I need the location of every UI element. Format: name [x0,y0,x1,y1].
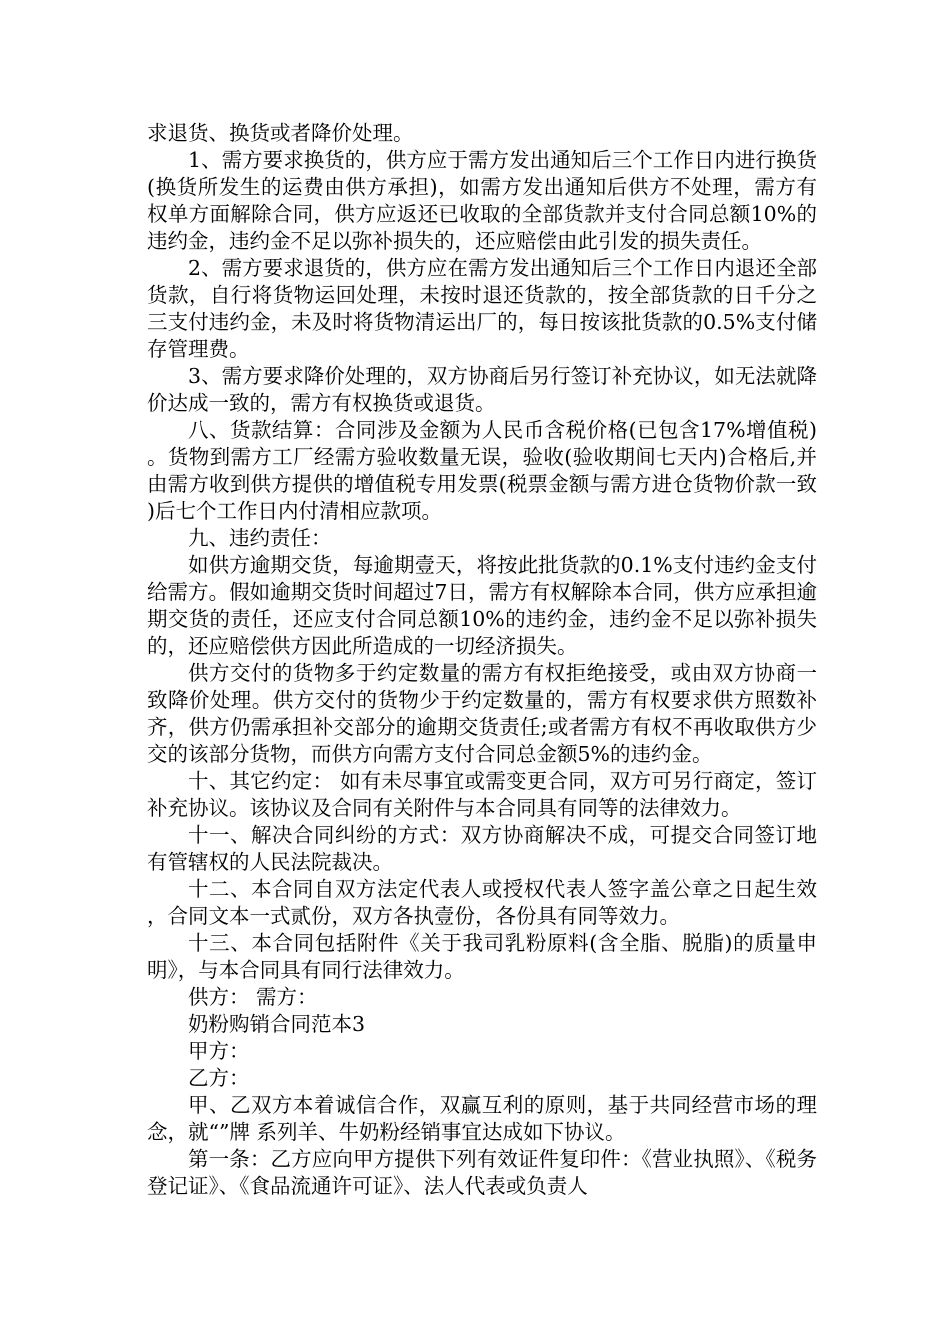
paragraph-payment-settlement: 八、货款结算：合同涉及金额为人民币含税价格(已包含17%增值税)。货物到需方工厂经需方验收数量无误，验收(验收期间七天内)合格后,并由需方收到供方提供的增值税专用发票(税票金额与需方进仓货物价款一致)后七个工作日内付清相应款项。 [147,418,817,523]
paragraph-quantity-mismatch: 供方交付的货物多于约定数量的需方有权拒绝接受，或由双方协商一致降价处理。供方交付的货物少于约定数量的，需方有权要求供方照数补齐，供方仍需承担补交部分的逾期交货责任;或者需方有权不再收取供方少交的该部分货物，而供方向需方支付合同总金额5%的违约金。 [147,661,817,766]
paragraph-other-agreements: 十、其它约定： 如有未尽事宜或需变更合同，双方可另行商定，签订补充协议。该协议及合同有关附件与本合同具有同等的法律效力。 [147,769,817,820]
signature-parties-line: 供方： 需方： [188,985,318,1009]
paragraph-price-reduction-clause: 3、需方要求降价处理的，双方协商后另行签订补充协议，如无法就降价达成一致的，需方有权换货或退货。 [147,364,817,415]
party-b-line: 乙方： [188,1066,250,1090]
paragraph-attachment: 十三、本合同包括附件《关于我司乳粉原料(含全脂、脱脂)的质量申明》，与本合同具有同行法律效力。 [147,931,817,982]
paragraph-dispute-resolution: 十一、解决合同纠纷的方式：双方协商解决不成，可提交合同签订地有管辖权的人民法院裁决。 [147,823,817,874]
paragraph-effectiveness: 十二、本合同自双方法定代表人或授权代表人签字盖公章之日起生效，合同文本一式贰份，双方各执壹份，各份具有同等效力。 [147,877,817,928]
party-a-line: 甲方： [188,1039,250,1063]
paragraph-article-one: 第一条：乙方应向甲方提供下列有效证件复印件：《营业执照》、《税务登记证》、《食品流通许可证》、法人代表或负责人 [147,1147,817,1198]
heading-breach-liability: 九、违约责任： [188,526,332,550]
paragraph-late-delivery: 如供方逾期交货，每逾期壹天，将按此批货款的0.1%支付违约金支付给需方。假如逾期交货时间超过7日，需方有权解除本合同，供方应承担逾期交货的责任，还应支付合同总额10%的违约金，违约金不足以弥补损失的，还应赔偿供方因此所造成的一切经济损失。 [147,553,817,658]
paragraph-return-clause: 2、需方要求退货的，供方应在需方发出通知后三个工作日内退还全部货款，自行将货物运回处理，未按时退还货款的，按全部货款的日千分之三支付违约金，未及时将货物清运出厂的，每日按该批货款的0.5%支付储存管理费。 [147,256,817,361]
contract-text [147,120,817,1200]
paragraph-preamble: 甲、乙双方本着诚信合作，双赢互利的原则，基于共同经营市场的理念，就“”牌 系列羊、牛奶粉经销事宜达成如下协议。 [147,1093,817,1144]
contract-template-title: 奶粉购销合同范本3 [188,1012,366,1036]
paragraph-exchange-clause: 1、需方要求换货的，供方应于需方发出通知后三个工作日内进行换货(换货所发生的运费由供方承担)，如需方发出通知后供方不处理，需方有权单方面解除合同，供方应返还已收取的全部货款并支付合同总额10%的违约金，违约金不足以弥补损失的，还应赔偿由此引发的损失责任。 [147,148,817,253]
paragraph-return-exchange-tail: 求退货、换货或者降价处理。 [147,121,414,145]
